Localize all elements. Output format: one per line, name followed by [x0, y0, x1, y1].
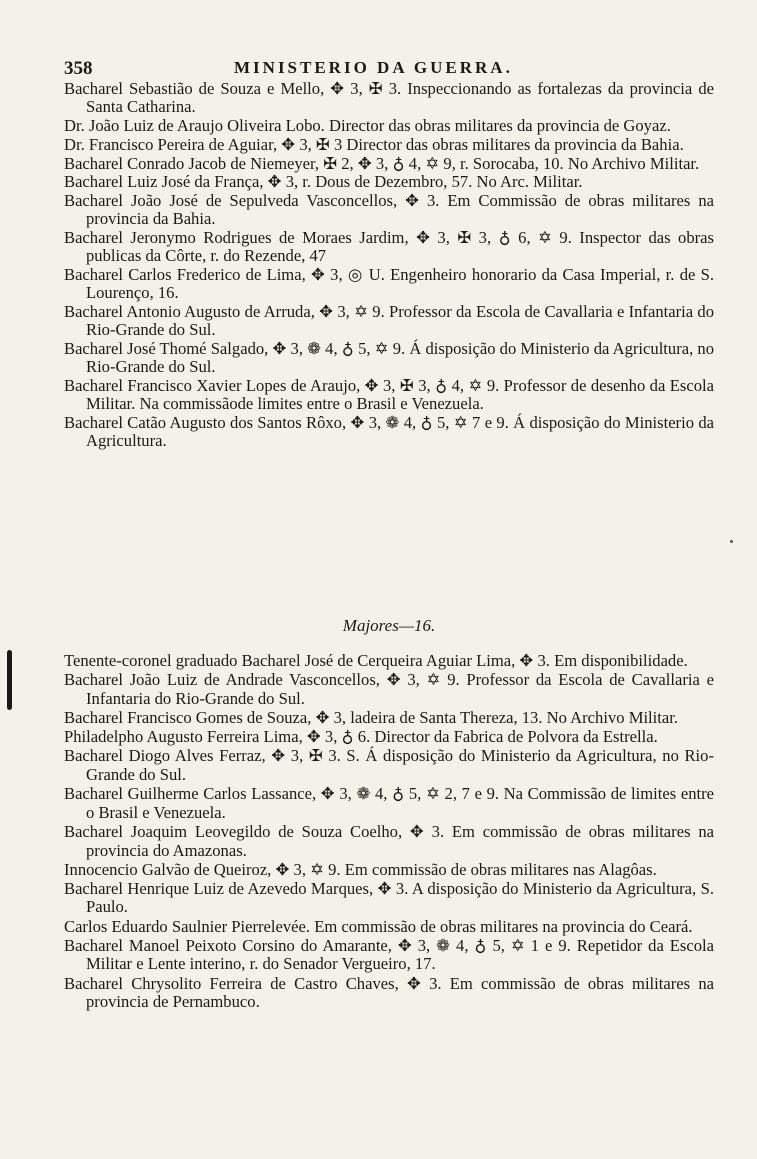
section-engineers-list: [64, 80, 714, 451]
list-item: Bacharel Francisco Gomes de Souza, ✥ 3, ladeira de Santa Thereza, 13. No Archivo Militar.: [64, 707, 679, 727]
list-item: Bacharel Joaquim Leovegildo de Souza Coelho, ✥ 3. Em commissão de obras militares na provincia do Amazonas.: [64, 821, 714, 860]
margin-ink-mark: [7, 650, 12, 710]
list-item: Dr. João Luiz de Araujo Oliveira Lobo. Director das obras militares da provincia de Goyaz.: [64, 116, 671, 135]
list-item: Bacharel Antonio Augusto de Arruda, ✥ 3, ✡ 9. Professor da Escola de Cavallaria e Infantaria do Rio-Grande do Sul.: [64, 302, 714, 340]
list-item: Bacharel Chrysolito Ferreira de Castro Chaves, ✥ 3. Em commissão de obras militares na provincia de Pernambuco.: [64, 973, 714, 1012]
list-item: Philadelpho Augusto Ferreira Lima, ✥ 3, ♁ 6. Director da Fabrica de Polvora da Estrella.: [64, 727, 658, 747]
section-majores: [64, 616, 714, 1012]
list-item: Bacharel Henrique Luiz de Azevedo Marques, ✥ 3. A disposição do Ministerio da Agricultura, S. Paulo.: [64, 878, 714, 917]
list-item: Innocencio Galvão de Queiroz, ✥ 3, ✡ 9. Em commissão de obras militares nas Alagôas.: [64, 859, 657, 879]
list-item: Bacharel Sebastião de Souza e Mello, ✥ 3, ✠ 3. Inspeccionando as fortalezas da provincia de Santa Catharina.: [64, 79, 714, 117]
list-item: Bacharel José Thomé Salgado, ✥ 3, ❁ 4, ♁ 5, ✡ 9. Á disposição do Ministerio da Agricultura, no Rio-Grande do Sul.: [64, 339, 714, 377]
list-item: Tenente-coronel graduado Bacharel José de Cerqueira Aguiar Lima, ✥ 3. Em disponibilidade.: [64, 651, 688, 670]
list-item: Bacharel João Luiz de Andrade Vasconcellos, ✥ 3, ✡ 9. Professor da Escola de Cavallaria e Infantaria do Rio-Grande do Sul.: [64, 670, 714, 708]
page-number: 358: [64, 58, 93, 79]
list-item: Bacharel Catão Augusto dos Santos Rôxo, ✥ 3, ❁ 4, ♁ 5, ✡ 7 e 9. Á disposição do Ministerio da Agricultura.: [64, 413, 714, 451]
ink-speck: [730, 540, 733, 543]
list-item: Bacharel Manoel Peixoto Corsino do Amarante, ✥ 3, ❁ 4, ♁ 5, ✡ 1 e 9. Repetidor da Escola Militar e Lente interino, r. do Senador Vergueiro, 17.: [64, 935, 714, 974]
list-item: Bacharel Guilherme Carlos Lassance, ✥ 3, ❁ 4, ♁ 5, ✡ 2, 7 e 9. Na Commissão de limites entre o Brasil e Venezuela.: [64, 784, 714, 822]
section-heading: Majores—16.: [342, 616, 436, 635]
list-item: Dr. Francisco Pereira de Aguiar, ✥ 3, ✠ 3 Director das obras militares da provincia da Bahia.: [64, 134, 684, 154]
list-item: Carlos Eduardo Saulnier Pierrelevée. Em commissão de obras militares na provincia do Ceará.: [64, 916, 693, 936]
list-item: Bacharel João José de Sepulveda Vasconcellos, ✥ 3. Em Commissão de obras militares na provincia da Bahia.: [64, 191, 714, 229]
list-item: Bacharel Conrado Jacob de Niemeyer, ✠ 2, ✥ 3, ♁ 4, ✡ 9, r. Sorocaba, 10. No Archivo Militar.: [64, 153, 700, 173]
running-title: MINISTERIO DA GUERRA.: [234, 58, 513, 77]
list-item: Bacharel Diogo Alves Ferraz, ✥ 3, ✠ 3. S. Á disposição do Ministerio da Agricultura, no Rio-Grande do Sul.: [64, 746, 714, 784]
list-item: Bacharel Luiz José da França, ✥ 3, r. Dous de Dezembro, 57. No Arc. Militar.: [64, 172, 583, 192]
list-item: Bacharel Jeronymo Rodrigues de Moraes Jardim, ✥ 3, ✠ 3, ♁ 6, ✡ 9. Inspector das obras publicas da Côrte, r. do Rezende, 47: [64, 228, 714, 266]
list-item: Bacharel Francisco Xavier Lopes de Araujo, ✥ 3, ✠ 3, ♁ 4, ✡ 9. Professor de desenho da Escola Militar. Na commissãode limites entre o Brasil e Venezuela.: [64, 376, 714, 414]
list-item: Bacharel Carlos Frederico de Lima, ✥ 3, ◎ U. Engenheiro honorario da Casa Imperial, r. de S. Lourenço, 16.: [64, 265, 714, 303]
